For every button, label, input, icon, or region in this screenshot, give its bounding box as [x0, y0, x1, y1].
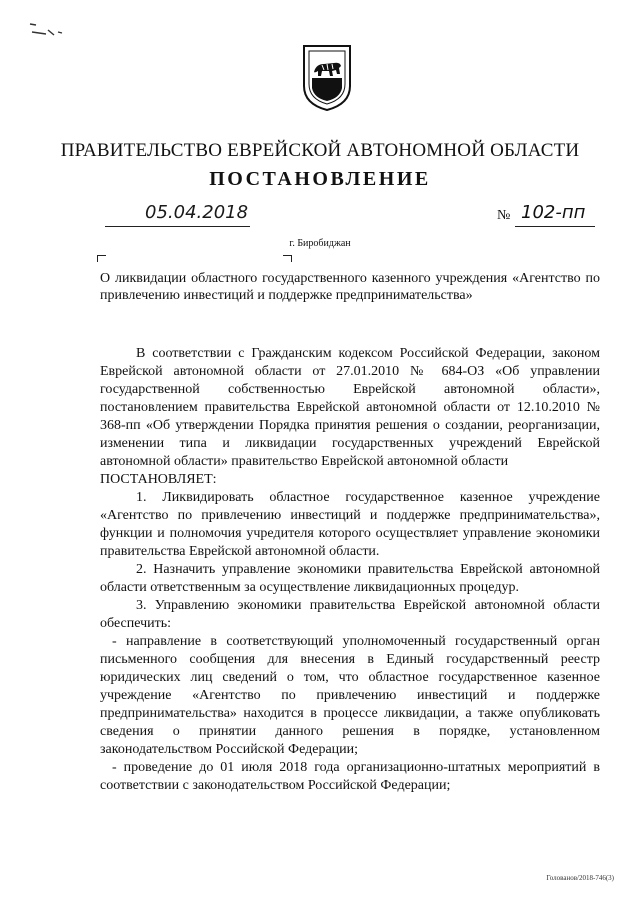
- scan-marks: [22, 18, 82, 38]
- date-field: [105, 202, 250, 227]
- document-date: 05.04.2018: [145, 202, 249, 223]
- subject-corner-left: [97, 255, 106, 262]
- government-title: ПРАВИТЕЛЬСТВО ЕВРЕЙСКОЙ АВТОНОМНОЙ ОБЛАСТИ: [60, 140, 580, 161]
- number-sign: №: [497, 208, 511, 223]
- city: г. Биробиджан: [289, 238, 351, 249]
- coat-of-arms-icon: [302, 44, 352, 112]
- item-3-sub-2: - проведение до 01 июля 2018 года организационно-штатных мероприятий в соответствии с законодательством Российской Федерации;: [100, 760, 600, 793]
- document-body: [100, 345, 600, 795]
- decree-word: ПОСТАНОВЛЯЕТ:: [100, 472, 217, 487]
- document-type: ПОСТАНОВЛЕНИЕ: [209, 168, 431, 190]
- item-3: 3. Управлению экономики правительства Еврейской автономной области обеспечить:: [100, 598, 600, 631]
- item-3-sub-1: - направление в соответствующий уполномоченный государственный орган письменного сообщения для внесения в Единый государственный реестр юридических лиц сведений о том, что областное государственное казенное учреждение «Агентство по привлечению инвестиций и поддержке предпринимательства» находится в процессе ликвидации, а также опубликовать сведения о принятии данного решения в порядке, установленном законодательством Российской Федерации;: [100, 634, 600, 757]
- item-1: 1. Ликвидировать областное государственное казенное учреждение «Агентство по привлечению инвестиций и поддержке предпринимательства», функции и полномочия учредителя которого осуществляет управление экономики правительства Еврейской автономной области.: [100, 490, 600, 559]
- subject-corner-right: [283, 255, 292, 262]
- footer-code: Голованов/2018-746(3): [546, 874, 614, 882]
- number-field: [497, 202, 595, 227]
- document-number: 102-пп: [521, 202, 586, 223]
- item-2: 2. Назначить управление экономики правительства Еврейской автономной области ответственным за осуществление ликвидационных процедур.: [100, 562, 600, 595]
- document-subject: О ликвидации областного государственного казенного учреждения «Агентство по привлечению инвестиций и поддержке предпринимательства»: [100, 271, 600, 303]
- preamble: В соответствии с Гражданским кодексом Российской Федерации, законом Еврейской автономной области от 27.01.2010 № 684-ОЗ «Об управлении государственной собственностью Еврейской автономной области», постановлением правительства Еврейской автономной области от 12.10.2010 № 368-пп «Об утверждении Порядка принятия решения о создании, реорганизации, изменении типа и ликвидации государственных учреждений Еврейской автономной области» правительство Еврейской автономной области: [100, 346, 600, 469]
